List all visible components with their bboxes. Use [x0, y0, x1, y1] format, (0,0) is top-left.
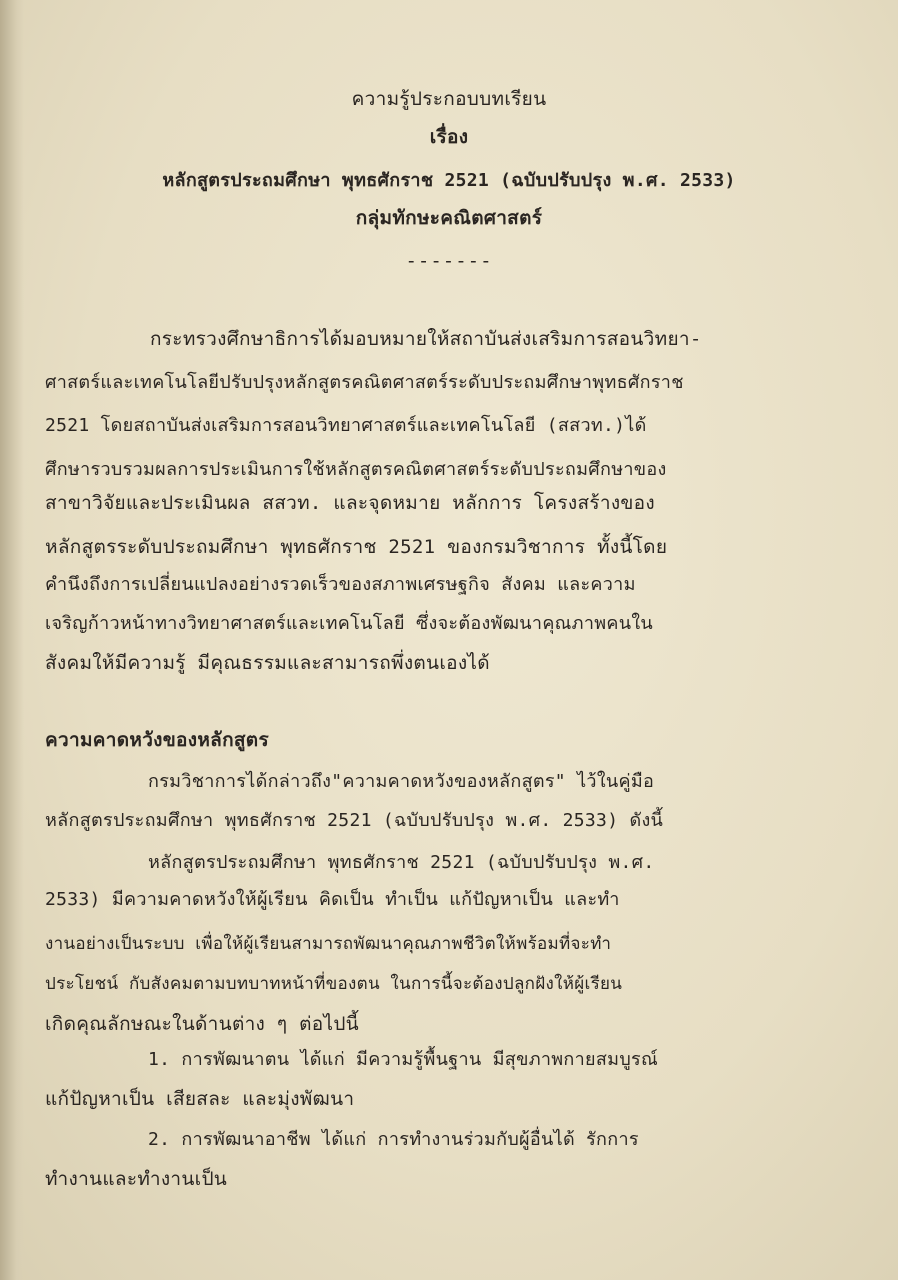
intro-line: สาขาวิจัยและประเมินผล สสวท. และจุดหมาย หลักการ โครงสร้างของ — [45, 492, 655, 514]
list-item-2-cont: ทำงานและทำงานเป็น — [45, 1168, 228, 1190]
list-item-1-cont: แก้ปัญหาเป็น เสียสละ และมุ่งพัฒนา — [45, 1088, 355, 1110]
intro-line: กระทรวงศึกษาธิการได้มอบหมายให้สถาบันส่งเสริมการสอนวิทยา- — [150, 328, 702, 350]
list-item-2: 2. การพัฒนาอาชีพ ได้แก่ การทำงานร่วมกับผู้อื่นได้ รักการ — [148, 1129, 639, 1150]
intro-line: สังคมให้มีความรู้ มีคุณธรรมและสามารถพึ่งตนเองได้ — [45, 652, 490, 674]
section-line: งานอย่างเป็นระบบ เพื่อให้ผู้เรียนสามารถพัฒนาคุณภาพชีวิตให้พร้อมที่จะทำ — [45, 934, 612, 954]
section-line: 2533) มีความคาดหวังให้ผู้เรียน คิดเป็น ทำเป็น แก้ปัญหาเป็น และทำ — [45, 889, 620, 910]
section-line: เกิดคุณลักษณะในด้านต่าง ๆ ต่อไปนี้ — [45, 1013, 359, 1035]
subject-label: เรื่อง — [429, 126, 469, 148]
section-line: กรมวิชาการได้กล่าวถึง"ความคาดหวังของหลักสูตร" ไว้ในคู่มือ — [148, 771, 655, 792]
intro-line: ศาสตร์และเทคโนโลยีปรับปรุงหลักสูตรคณิตศาสตร์ระดับประถมศึกษาพุทธศักราช — [45, 372, 684, 393]
section-heading: ความคาดหวังของหลักสูตร — [45, 729, 269, 751]
group-title: กลุ่มทักษะคณิตศาสตร์ — [355, 207, 543, 229]
intro-line: 2521 โดยสถาบันส่งเสริมการสอนวิทยาศาสตร์และเทคโนโลยี (สสวท.)ได้ — [45, 415, 647, 436]
intro-line: ศึกษารวบรวมผลการประเมินการใช้หลักสูตรคณิตศาสตร์ระดับประถมศึกษาของ — [45, 459, 667, 480]
document-title: ความรู้ประกอบบทเรียน — [351, 88, 547, 110]
intro-line: หลักสูตรระดับประถมศึกษา พุทธศักราช 2521 ของกรมวิชาการ ทั้งนี้โดย — [45, 536, 668, 558]
list-item-1: 1. การพัฒนาตน ได้แก่ มีความรู้พื้นฐาน มีสุขภาพกายสมบูรณ์ — [148, 1049, 659, 1070]
course-title: หลักสูตรประถมศึกษา พุทธศักราช 2521 (ฉบับปรับปรุง พ.ศ. 2533) — [162, 170, 736, 191]
section-line: ประโยชน์ กับสังคมตามบทบาทหน้าที่ของตน ในการนี้จะต้องปลูกฝังให้ผู้เรียน — [45, 974, 623, 994]
intro-line: เจริญก้าวหน้าทางวิทยาศาสตร์และเทคโนโลยี ซึ่งจะต้องพัฒนาคุณภาพคนใน — [45, 613, 654, 634]
intro-line: คำนึงถึงการเปลี่ยนแปลงอย่างรวดเร็วของสภาพเศรษฐกิจ สังคม และความ — [45, 574, 636, 595]
section-line: หลักสูตรประถมศึกษา พุทธศักราช 2521 (ฉบับปรับปรุง พ.ศ. 2533) ดังนี้ — [45, 810, 664, 831]
section-line: หลักสูตรประถมศึกษา พุทธศักราช 2521 (ฉบับปรับปรุง พ.ศ. — [148, 852, 655, 873]
title-divider: ------- — [405, 250, 493, 272]
